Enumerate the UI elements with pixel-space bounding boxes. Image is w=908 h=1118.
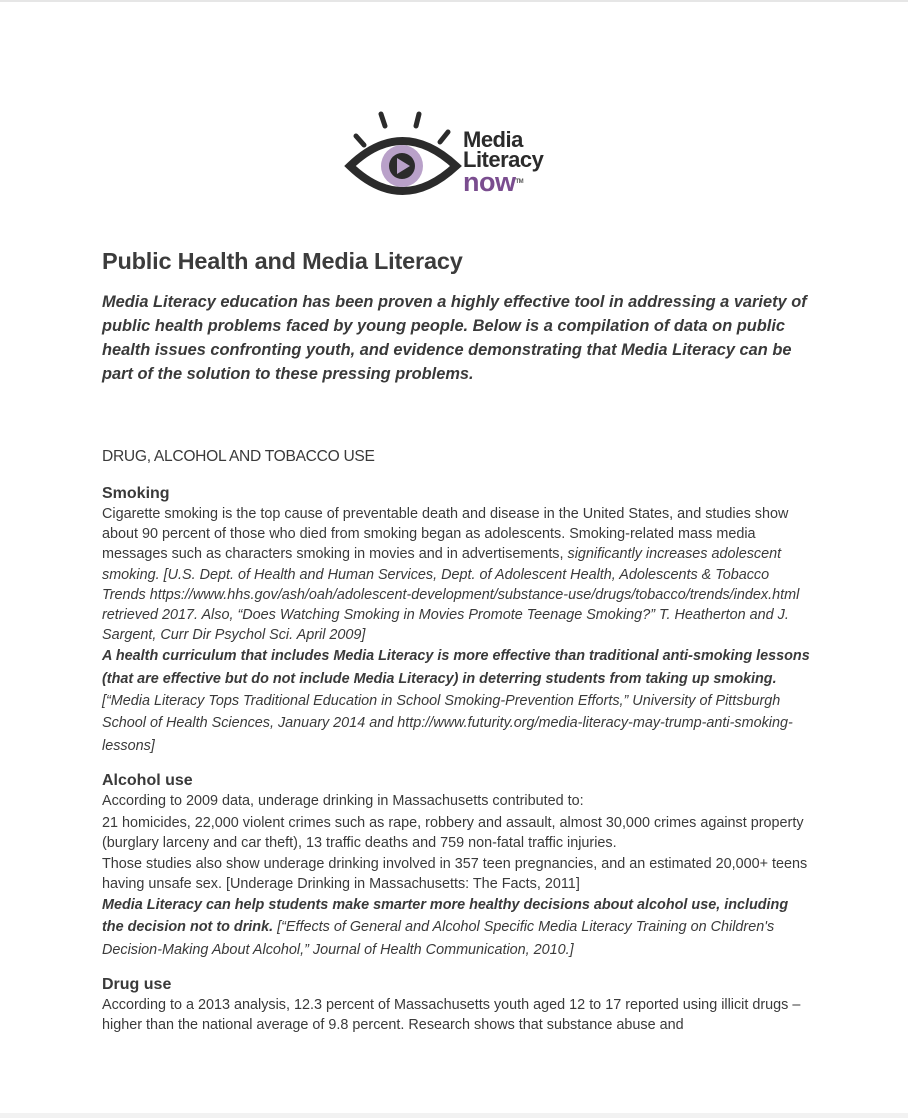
smoking-paragraph: Cigarette smoking is the top cause of preventable death and disease in the United States, and studies show about 90 percent of those who died from smoking began as adolescents. Smoking-related mass media messages such as characters smoking in movies and in advertisements, significantly increases adolescent smoking. [U.S. Dept. of Health and Human Services, Dept. of Adolescent Health, Adolescents & Tobacco Trends https://www.hhs.gov/ash/oah/adolescent-development/substance-use/drugs/tobacco/trends/index.html retrieved 2017. Also, “Does Watching Smoking in Movies Promote Teenage Smoking?” T. Heatherton and J. Sargent, Curr Dir Psychol Sci. April 2009] (102, 506, 800, 644)
page-title: Public Health and Media Literacy (102, 248, 463, 274)
alcohol-evidence-paragraph (102, 894, 810, 961)
smoking-heading: Smoking (102, 485, 170, 502)
logo-word-literacy: Literacy (463, 147, 544, 172)
smoking-evidence-paragraph (102, 645, 810, 756)
alcohol-heading: Alcohol use (102, 771, 193, 789)
smoking-citation: significantly increases adolescent smoking. [U.S. Dept. of Health and Human Services, Dept. of Adolescent Health, Adolescents & Tobacco Trends https://www.hhs.gov/ash/oah/adolescent-development/substance-use/drugs/tobacco/trends/index.html retrieved 2017. Also, “Does Watching Smoking in Movies Promote Teenage Smoking?” T. Heatherton and J. Sargent, Curr Dir Psychol Sci. April 2009] (102, 546, 800, 644)
logo-word-now: now™ (463, 167, 524, 197)
page-top-border (0, 0, 908, 2)
alcohol-evidence-citation: [“Effects of General and Alcohol Specific Media Literacy Training on Children's Decision-Making About Alcohol,” Journal of Health Communication, 2010.] (102, 919, 775, 958)
media-literacy-now-logo (344, 108, 560, 206)
section-heading: DRUG, ALCOHOL AND TOBACCO USE (102, 448, 375, 465)
drug-heading: Drug use (102, 975, 172, 993)
smoking-evidence-claim: A health curriculum that includes Media Literacy is more effective than traditional anti-smoking lessons (that are effective but do not include Media Literacy) in deterring students from taking up smoking. (102, 648, 810, 687)
drug-paragraph: According to a 2013 analysis, 12.3 percent of Massachusetts youth aged 12 to 17 reported using illicit drugs – higher than the national average of 9.8 percent. Research shows that substance abuse and (102, 996, 801, 1034)
alcohol-stats-line: 21 homicides, 22,000 violent crimes such as rape, robbery and assault, almost 30,000 crimes against property (burglary larceny and car theft), 13 traffic deaths and 759 non-fatal traffic injuries. (102, 815, 804, 852)
intro-paragraph: Media Literacy education has been proven a highly effective tool in addressing a variety of public health problems faced by young people. Below is a compilation of data on public health issues confronting youth, and evidence demonstrating that Media Literacy can be part of the solution to these pressing problems. (102, 293, 807, 383)
alcohol-teen-line: Those studies also show underage drinking involved in 357 teen pregnancies, and an estimated 20,000+ teens having unsafe sex. [Underage Drinking in Massachusetts: The Facts, 2011] (102, 855, 808, 892)
document-body (102, 248, 810, 1035)
eye-play-icon (344, 108, 462, 206)
trademark: TM (515, 179, 524, 185)
logo-wordmark (463, 127, 544, 197)
page-bottom-border (0, 1113, 908, 1118)
alcohol-intro-line: According to 2009 data, underage drinking in Massachusetts contributed to: (102, 792, 584, 809)
smoking-evidence-citation: [“Media Literacy Tops Traditional Education in School Smoking-Prevention Efforts,” University of Pittsburgh School of Health Sciences, January 2014 and http://www.futurity.org/media-literacy-may-trump-anti-smoking-lessons] (102, 693, 793, 754)
alcohol-evidence-claim: Media Literacy can help students make smarter more healthy decisions about alcohol use, including the decision not to drink. (102, 896, 789, 936)
logo-word-media: Media (463, 127, 523, 152)
